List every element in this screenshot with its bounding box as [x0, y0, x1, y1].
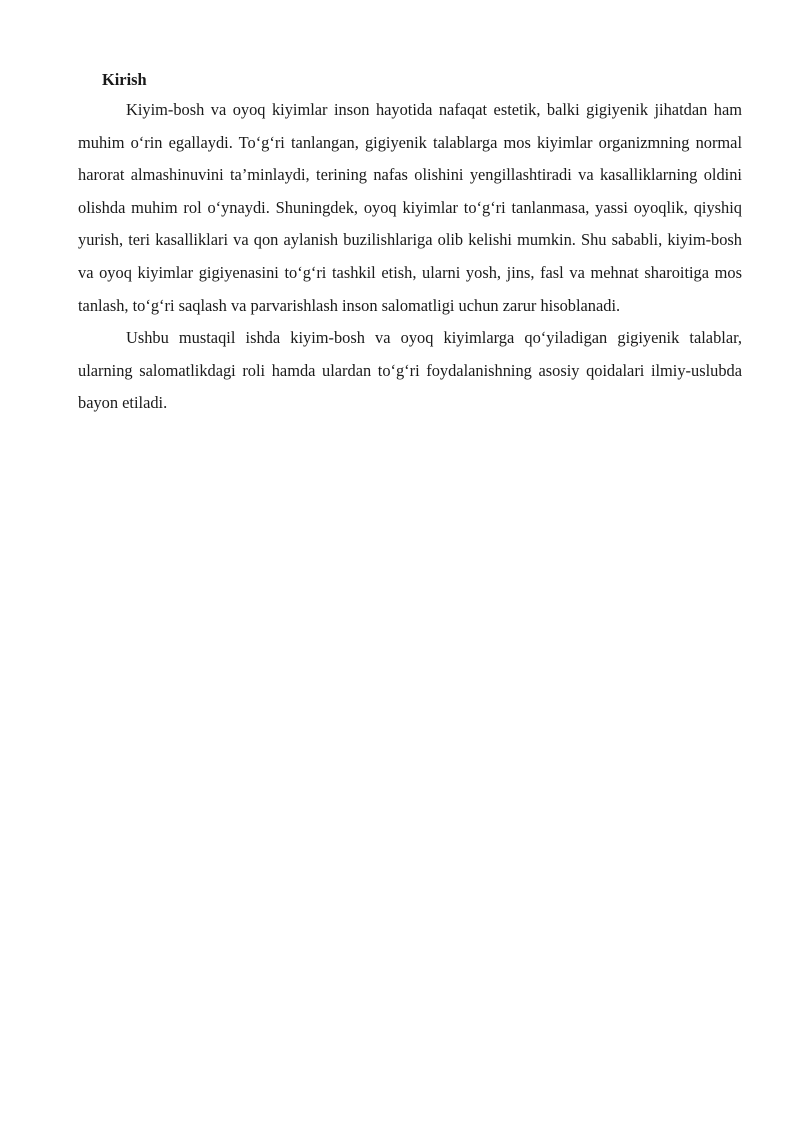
section-heading: Kirish	[102, 70, 147, 89]
paragraph-intro: Kiyim-bosh va oyoq kiyimlar inson hayotida nafaqat estetik, balki gigiyenik jihatdan ham muhim o‘rin egallaydi. To‘g‘ri tanlangan, gigiyenik talablarga mos kiyimlar organizmning normal harorat almashinuvini ta’minlaydi, terining nafas olishini yengillashtiradi va kasalliklarning oldini olishda muhim rol o‘ynaydi. Shuningdek, oyoq kiyimlar to‘g‘ri tanlanmasa, yassi oyoqlik, qiyshiq yurish, teri kasalliklari va qon aylanish buzilishlariga olib kelishi mumkin. Shu sababli, kiyim-bosh va oyoq kiyimlar gigiyenasini to‘g‘ri tashkil etish, ularni yosh, jins, fasl va mehnat sharoitiga mos tanlash, to‘g‘ri saqlash va parvarishlash inson salomatligi uchun zarur hisoblanadi.	[78, 100, 742, 315]
document-body	[78, 66, 742, 420]
paragraph-purpose: Ushbu mustaqil ishda kiyim-bosh va oyoq kiyimlarga qo‘yiladigan gigiyenik talablar, ularning salomatlikdagi roli hamda ulardan to‘g‘ri foydalanishning asosiy qoidalari ilmiy-uslubda bayon etiladi.	[78, 328, 742, 413]
